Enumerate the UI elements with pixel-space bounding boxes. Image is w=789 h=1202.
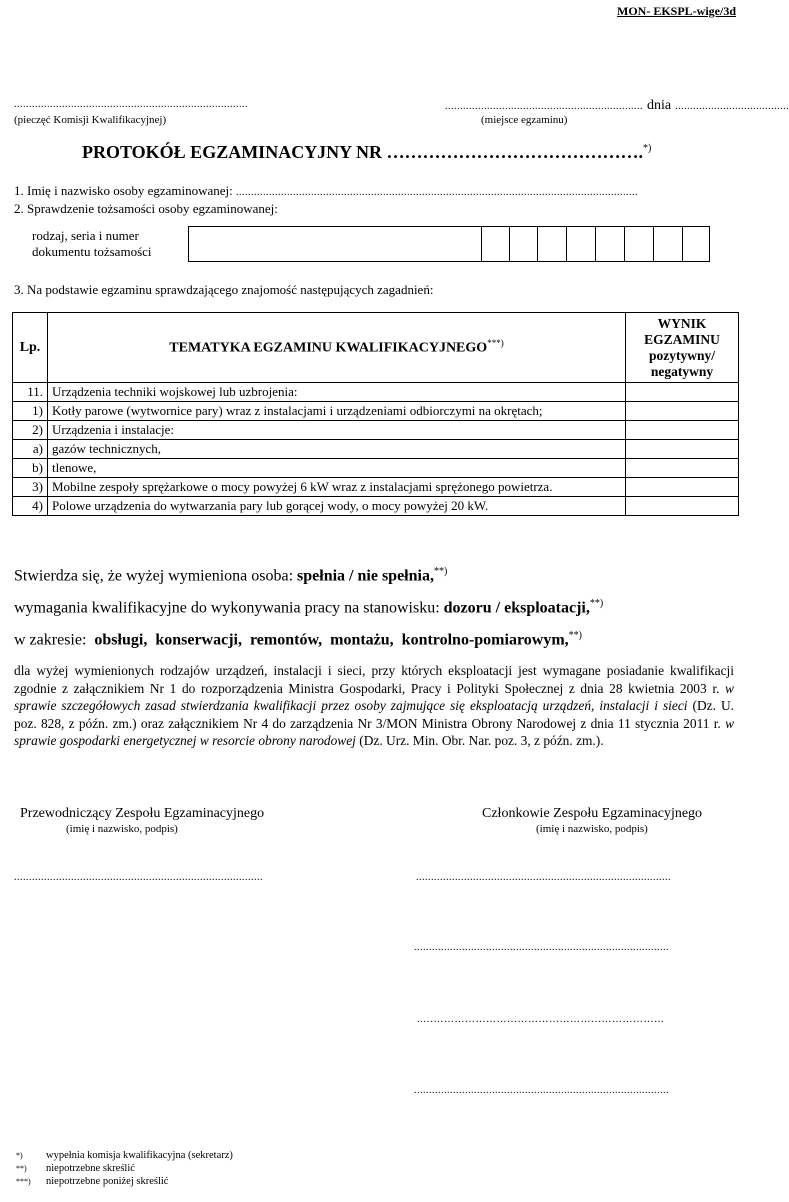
statement-line2 (14, 598, 603, 617)
id-box[interactable] (482, 227, 510, 262)
head-result-3: pozytywny/ (648, 347, 715, 363)
head-result-1: WYNIK (657, 315, 707, 331)
member-signature-line[interactable]: ..................................................................................... (414, 1085, 669, 1096)
row-text: Mobilne zespoły sprężarkowe o mocy powyżej 6 kW wraz z instalacjami sprężonego powietrza. (48, 478, 626, 497)
row-text: Kotły parowe (wytwornice pary) wraz z instalacjami i urządzeniami odbiorczymi na okrętach; (48, 402, 626, 421)
place-dots[interactable]: .................................................................. (445, 101, 643, 112)
id-box[interactable] (510, 227, 538, 262)
head-result (626, 313, 739, 383)
statement-line3-text: w zakresie: (14, 631, 87, 649)
row-lp: 3) (13, 478, 48, 497)
stamp-dots[interactable]: .............................................................................. (14, 99, 248, 110)
row-lp: 2) (13, 421, 48, 440)
footnote-text: niepotrzebne skreślić (46, 1163, 135, 1174)
table-row (13, 459, 739, 478)
member-signature-line[interactable]: ..................................................................................... (416, 872, 671, 883)
statement-line1-text: Stwierdza się, że wyżej wymieniona osoba: (14, 567, 294, 585)
legal-p4: w sprawie gospodarki energetycznej w resorcie obrony narodowej (14, 715, 734, 748)
stamp-label: (pieczęć Komisji Kwalifikacyjnej) (14, 114, 167, 126)
title-mark: *) (643, 143, 652, 154)
row-text: tlenowe, (48, 459, 626, 478)
member-signature-line[interactable]: ..................................................................................... (414, 942, 669, 953)
statement-position[interactable]: dozoru / eksploatacji, (443, 599, 590, 617)
legal-p2: w sprawie szczegółowych zasad stwierdzania kwalifikacji przez osoby zajmujące się eksploatacją urządzeń, instalacji i sieci (14, 680, 734, 713)
footnote-text: niepotrzebne poniżej skreślić (46, 1176, 169, 1187)
footnote-mark: *) (16, 1151, 23, 1160)
table-row (13, 478, 739, 497)
head-topic-text: TEMATYKA EGZAMINU KWALIFIKACYJNEGO (169, 340, 488, 356)
head-topic-mark: ***) (487, 338, 504, 349)
footnote (16, 1175, 233, 1188)
row-lp: a) (13, 440, 48, 459)
member-signature-line[interactable]: ..…………………………………………………………… (417, 1014, 665, 1025)
statement-line1-mark: **) (433, 566, 448, 577)
footnote (16, 1149, 233, 1162)
legal-p1: dla wyżej wymienionych rodzajów urządzeń, instalacji i sieci, przy których eksploatacji jest wymagane posiadanie kwalifikacji zgodnie z załącznikiem Nr 1 do rozporządzenia Ministra Gospodarki, Pracy i Polityki Społecznej z dnia 28 kwietnia 2003 r. (14, 663, 734, 696)
table-row (13, 497, 739, 516)
footnote-text: wypełnia komisja kwalifikacyjna (sekretarz) (46, 1150, 233, 1161)
name-field[interactable]: ...................................................................................................................................... (236, 187, 639, 198)
chair-signature-line[interactable]: ................................................................................... (14, 872, 263, 883)
table-row (13, 440, 739, 459)
statement-scope[interactable]: obsługi, konserwacji, remontów, montażu, kontrolno-pomiarowym, (94, 631, 569, 649)
legal-p5: (Dz. Urz. Min. Obr. Nar. poz. 3, z późn. zm.). (359, 733, 604, 748)
row-text: Polowe urządzenia do wytwarzania pary lub gorącej wody, o mocy powyżej 20 kW. (48, 497, 626, 516)
doc-label-line2: dokumentu tożsamości (32, 244, 152, 259)
day-label: dnia (647, 98, 672, 113)
row-result[interactable] (626, 497, 739, 516)
id-box[interactable] (654, 227, 683, 262)
footnote (16, 1162, 233, 1175)
row-result[interactable] (626, 478, 739, 497)
row-result[interactable] (626, 383, 739, 402)
table-row (13, 383, 739, 402)
row-text: Urządzenia i instalacje: (48, 421, 626, 440)
statement-pass-fail[interactable]: spełnia / nie spełnia, (297, 567, 434, 585)
table-row (13, 402, 739, 421)
row-text: Urządzenia techniki wojskowej lub uzbrojenia: (48, 383, 626, 402)
head-lp: Lp. (13, 313, 48, 383)
id-document-boxes[interactable] (188, 226, 710, 262)
id-box[interactable] (538, 227, 567, 262)
form-code: MON- EKSPL-wige/3d (617, 4, 736, 18)
row-lp: 11. (13, 383, 48, 402)
statement-line3-mark: **) (568, 630, 582, 641)
doc-label-line1: rodzaj, seria i numer (32, 228, 139, 243)
legal-paragraph (14, 662, 734, 750)
row-lp: 1) (13, 402, 48, 421)
row-lp: b) (13, 459, 48, 478)
place-label: (miejsce egzaminu) (481, 114, 568, 126)
id-box[interactable] (596, 227, 625, 262)
head-result-2: EGZAMINU (644, 331, 720, 347)
footnotes (16, 1149, 233, 1188)
row-text: gazów technicznych, (48, 440, 626, 459)
id-box[interactable] (625, 227, 654, 262)
head-topic (48, 313, 626, 383)
row-lp: 4) (13, 497, 48, 516)
row-result[interactable] (626, 459, 739, 478)
section1-label: 1. Imię i nazwisko osoby egzaminowanej: (14, 183, 233, 198)
table-row (13, 421, 739, 440)
row-result[interactable] (626, 421, 739, 440)
head-result-4: negatywny (650, 363, 714, 379)
statement-line2-text: wymagania kwalifikacyjne do wykonywania pracy na stanowisku: (14, 599, 440, 617)
id-box[interactable] (567, 227, 596, 262)
section2-label: 2. Sprawdzenie tożsamości osoby egzaminowanej: (14, 201, 278, 216)
legal-p3: (Dz. U. poz. 828, z późn. zm.) oraz załącznikiem Nr 4 do zarządzenia Nr 3/MON Ministra Obrony Narodowej z dnia 11 stycznia 2011 r. (14, 698, 734, 731)
footnote-mark: **) (16, 1164, 27, 1173)
day-dots[interactable]: ...................................... (675, 101, 789, 112)
members-sub: (imię i nazwisko, podpis) (536, 823, 648, 835)
chair-label: Przewodniczący Zespołu Egzaminacyjnego (20, 806, 265, 821)
id-box[interactable] (683, 227, 710, 262)
id-box-main[interactable] (189, 227, 482, 262)
members-label: Członkowie Zespołu Egzaminacyjnego (482, 806, 703, 821)
exam-topics-table (12, 312, 739, 516)
statement-line3 (14, 630, 582, 649)
page-title (82, 142, 651, 163)
section3-label: 3. Na podstawie egzaminu sprawdzającego znajomość następujących zagadnień: (14, 282, 434, 297)
statement-line1 (14, 566, 447, 585)
statement-line2-mark: **) (589, 598, 604, 609)
footnote-mark: ***) (16, 1177, 31, 1186)
row-result[interactable] (626, 402, 739, 421)
row-result[interactable] (626, 440, 739, 459)
doc-label (32, 228, 152, 260)
chair-sub: (imię i nazwisko, podpis) (66, 823, 178, 835)
title-text: PROTOKÓŁ EGZAMINACYJNY NR ……………………………………. (82, 142, 644, 162)
